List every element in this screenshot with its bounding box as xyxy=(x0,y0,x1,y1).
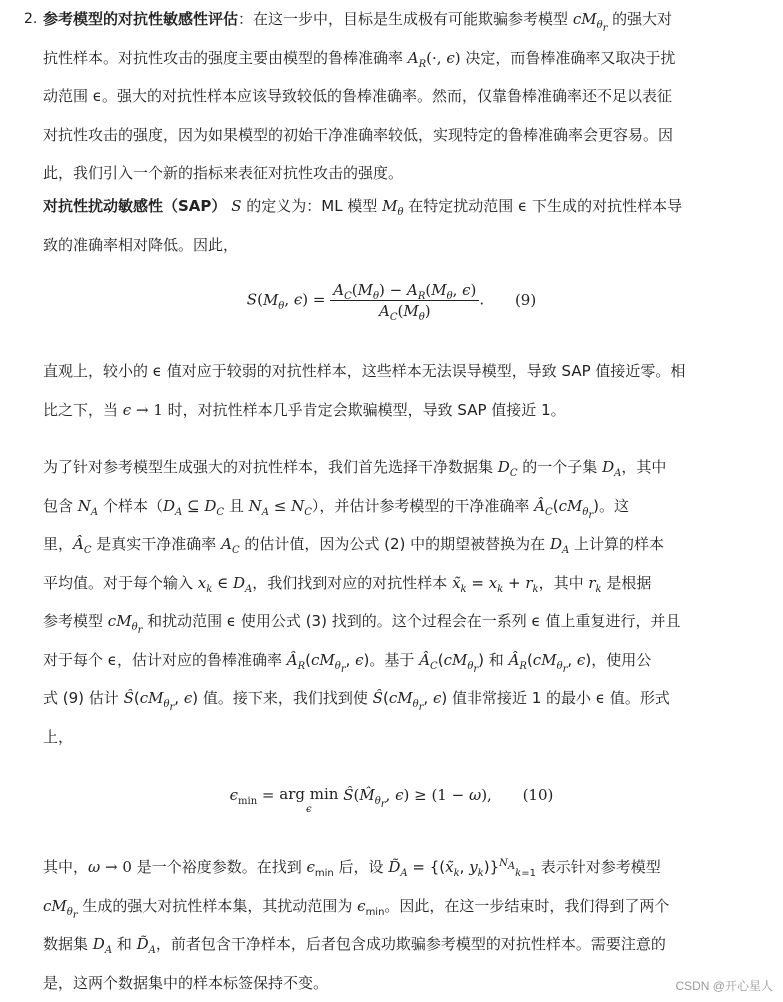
paragraph-intuition: 直观上，较小的 ϵ 值对应于较弱的对抗性样本，这些样本无法误导模型，导致 SAP 值接近零。相 比之下，当 ϵ → 1 时，对抗性样本几乎肯定会欺骗模型，导致 SAP 值接近 1。 xyxy=(43,362,686,419)
equation-10: $\epsilon_{min}$ = arg min ϵ $Ŝ(M̂_{\theta_r}$, ϵ) ≥ (1 − ω), (10) xyxy=(229,785,554,815)
paragraph-datasets: 其中，ω → 0 是一个裕度参数。在找到 $\epsilon_{min}$ 后，设 $D̃_A$ = {($x̃_k$, $y_k)\}^{N_A}_{k=1}$ 表示针对参考模型 $cM_{\theta_r}$ 生成的强大对抗性样本集，其扰动范围为 $\epsilon_{min}$。因此，在这一步结束时，我们得到了两个 数据集 $D_A$ 和 $D̃_A$，前者包含干净样本，后者包含成功欺骗参考模型的对抗性样本。需要注意的 是，这两个数据集中的样本标签保持不变。 xyxy=(43,858,670,992)
section-title: 参考模型的对抗性敏感性评估 xyxy=(43,10,239,28)
equation-number: (9) xyxy=(514,290,537,309)
paragraph-sensitivity-eval: 参考模型的对抗性敏感性评估：在这一步中，目标是生成极有可能欺骗参考模型 $cM_{\theta_r}$ 的强大对 抗性样本。对抗性攻击的强度主要由模型的鲁棒准确率 $A_R(\cdot$, ϵ) 决定，而鲁棒准确率又取决于扰 动范围 ϵ。强大的对抗性样本应该导致较低的鲁棒准确率。然而，仅靠鲁棒准确率还不足以表征 对抗性攻击的强度，因为如果模型的初始干净准确率较低，实现特定的鲁棒准确率会更容易。因 此，我们引入一个新的指标来表征对抗性攻击的强度。 xyxy=(43,10,676,182)
sap-title: 对抗性扰动敏感性（SAP） xyxy=(43,197,227,215)
paragraph-sap-definition: 对抗性扰动敏感性（SAP） S 的定义为：ML 模型 $M_\theta$ 在特定扰动范围 ϵ 下生成的对抗性样本导 致的准确率相对降低。因此， xyxy=(43,197,683,254)
equation-9: $S(M_\theta$, ϵ) = $\frac{A_C(M_\theta) - A_R(M_\theta, \epsilon)}{A_C(M_\theta)}$ . (9) xyxy=(246,281,537,323)
paragraph-generation-method: 为了针对参考模型生成强大的对抗性样本，我们首先选择干净数据集 $D_C$ 的一个子集 $D_A$，其中 包含 $N_A$ 个样本（$D_A$ ⊆ $D_C$ 且 $N_A \le N_C$），并估计参考模型的干净准确率 $Â_C(cM_{\theta_r})$。这 里，$Â_C$ 是真实干净准确率 $A_C$ 的估计值，因为公式 (2) 中的期望被替换为在 $D_A$ 上计算的样本 平均值。对于每个输入 $x_k$ ∈ $D_A$，我们找到对应的对抗性样本 $x̃_k = x_k + r_k$，其中 $r_k$ 是根据 参考模型 $cM_{\theta_r}$ 和扰动范围 ϵ 使用公式 (3) 找到的。这个过程会在一系列 ϵ 值上重复进行，并且 对于每个 ϵ，估计对应的鲁棒准确率 $Â_R(cM_{\theta_r}$, ϵ)。基于 $Â_C(cM_{\theta_r})$ 和 $Â_R(cM_{\theta_r}$, ϵ)，使用公 式 (9) 估计 $Ŝ(cM_{\theta_r}$, ϵ) 值。接下来，我们找到使 $Ŝ(cM_{\theta_r}$, ϵ) 值非常接近 1 的最小 ϵ 值。形式 上， xyxy=(43,458,681,746)
equation-number: (10) xyxy=(522,786,554,804)
list-number: 2. xyxy=(24,11,38,27)
watermark: CSDN @开心星人 xyxy=(675,979,773,993)
